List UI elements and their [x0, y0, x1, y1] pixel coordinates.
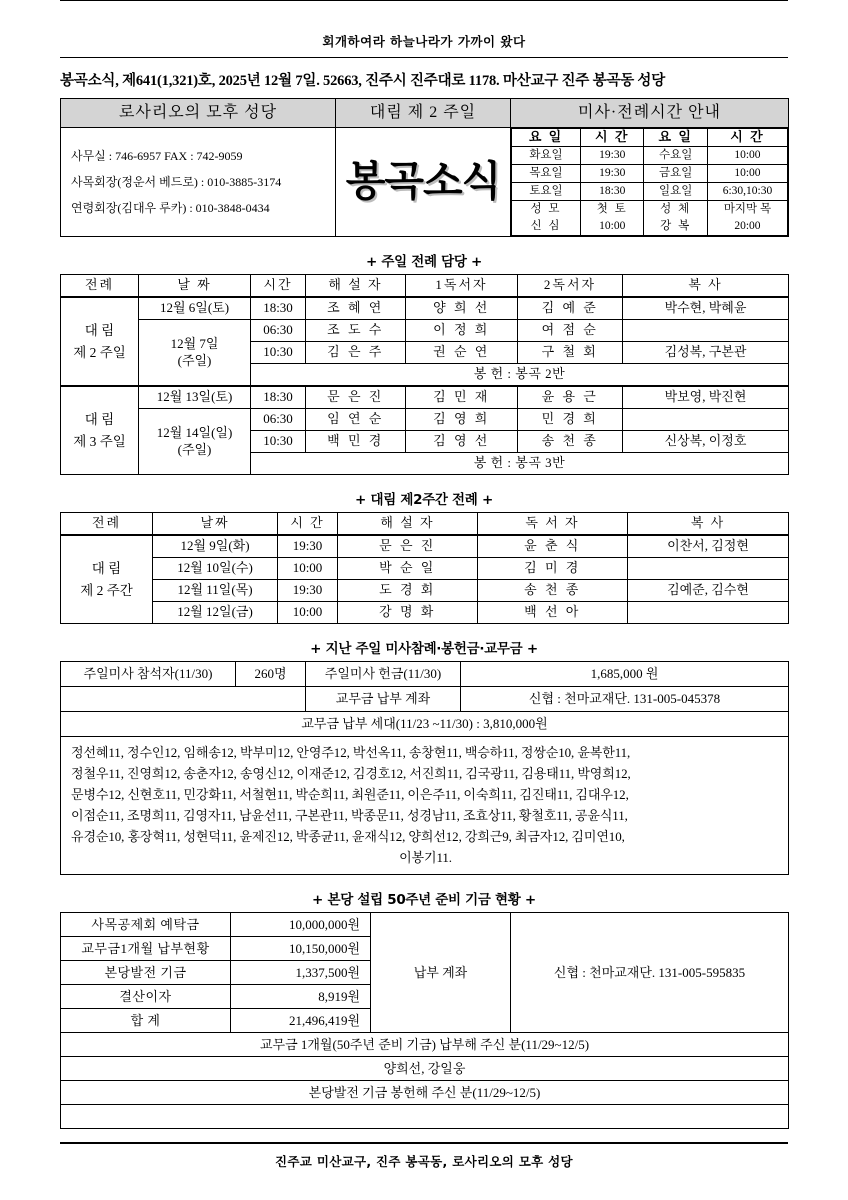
mass-row	[512, 147, 788, 165]
mass-col-time1: 시 간	[581, 129, 644, 147]
date-cell: 12월 11일(목)	[153, 580, 278, 602]
reader1-cell: 김 영 희	[406, 409, 518, 431]
time-cell: 10:30	[251, 431, 306, 453]
commentator-cell: 박 순 일	[338, 558, 478, 580]
reader-cell: 송 천 종	[478, 580, 628, 602]
weekday-liturgy-caption: + 대림 제2주간 전례 +	[355, 492, 493, 508]
server-cell	[623, 409, 789, 431]
table-row	[61, 580, 789, 602]
mass-schedule-table	[511, 128, 788, 236]
donor-line-last: 이봉기11.	[399, 850, 452, 866]
fund-row-amount: 1,337,500원	[231, 961, 371, 985]
table-row	[61, 913, 789, 937]
time-cell: 06:30	[251, 409, 306, 431]
dues-summary: 교무금 납부 세대(11/23 ~11/30) : 3,810,000원	[61, 712, 789, 737]
sunday-liturgy-caption: + 주일 전례 담당 +	[365, 254, 483, 270]
header-title-row	[61, 99, 789, 128]
time-cell: 10:00	[278, 558, 338, 580]
table-row	[61, 558, 789, 580]
season-label	[61, 297, 139, 386]
donor-line: 문병수12, 신현호11, 민강화11, 서철현11, 박순희11, 최원준11, 이은주11, 이숙희11, 김진태11, 김대우12,	[71, 787, 629, 803]
server-cell: 박수현, 박혜윤	[623, 297, 789, 320]
donor-line: 정철우11, 진영희12, 송춘자12, 송영신12, 이재준12, 김경호12, 서진희11, 김국광11, 김용태11, 박영희12,	[71, 766, 631, 782]
season-line1: 대 림	[91, 560, 122, 576]
commentator-cell: 도 경 회	[338, 580, 478, 602]
reader2-cell: 민 경 희	[518, 409, 623, 431]
reader2-cell: 여 점 순	[518, 320, 623, 342]
reader1-cell: 이 정 희	[406, 320, 518, 342]
server-cell: 김성복, 구본관	[623, 342, 789, 364]
commentator-cell: 김 은 주	[306, 342, 406, 364]
commentator-cell: 조 도 수	[306, 320, 406, 342]
season-header: 대림 제 2 주일	[336, 99, 511, 128]
reader2-cell: 송 천 종	[518, 431, 623, 453]
dues-summary-row	[61, 712, 789, 737]
server-cell	[623, 320, 789, 342]
server-cell: 이찬서, 김정현	[628, 535, 789, 558]
account-value: 신협 : 천마교재단. 131-005-045378	[461, 687, 789, 712]
office-phone-line	[71, 143, 327, 169]
table-row	[61, 602, 789, 624]
mass-cell: 토요일	[512, 183, 581, 201]
account-row	[61, 687, 789, 712]
col-commentator: 해 설 자	[338, 513, 478, 536]
col-time: 시간	[251, 275, 306, 298]
weekday-liturgy-header-row	[61, 513, 789, 536]
date-main: 12월 14일(일)	[156, 425, 233, 441]
season-label	[61, 535, 153, 624]
attendance-value: 260명	[236, 662, 306, 687]
commentator-cell: 조 혜 연	[306, 297, 406, 320]
fund-table	[60, 912, 789, 1129]
server-cell: 신상복, 이정호	[623, 431, 789, 453]
mass-cell: 19:30	[581, 165, 644, 183]
mass-cell: 금요일	[644, 165, 707, 183]
mass-schedule-header: 미사·전례시간 안내	[511, 99, 789, 128]
mass-cell: 19:30	[581, 147, 644, 165]
mass-cell: 성 체	[644, 201, 707, 219]
col-date: 날 짜	[139, 275, 251, 298]
col-liturgy: 전례	[61, 513, 153, 536]
development-header: 본당발전 기금 봉헌해 주신 분(11/29~12/5)	[61, 1081, 789, 1105]
reader2-cell: 윤 용 근	[518, 386, 623, 409]
time-cell: 10:00	[278, 602, 338, 624]
col-reader: 독 서 자	[478, 513, 628, 536]
dues-donors-header: 교무금 1개월(50주년 준비 기금) 납부해 주신 분(11/29~12/5)	[61, 1033, 789, 1057]
header-body-row	[61, 128, 789, 237]
col-date: 날짜	[153, 513, 278, 536]
development-header-row	[61, 1081, 789, 1105]
commentator-cell: 문 은 진	[338, 535, 478, 558]
commentator-cell: 문 은 진	[306, 386, 406, 409]
mass-cell: 20:00	[707, 218, 787, 236]
office-phone-text: 사무실 : 746-6957 FAX : 742-9059	[71, 149, 243, 163]
date-cell: 12월 13일(토)	[139, 386, 251, 409]
season-line2: 제 2 주일	[73, 344, 126, 360]
sunday-liturgy-header-row	[61, 275, 789, 298]
mass-cell: 화요일	[512, 147, 581, 165]
finance-caption: + 지난 주일 미사참례·봉헌금·교무금 +	[310, 641, 538, 657]
mass-col-day1: 요 일	[512, 129, 581, 147]
fund-row-label: 교무금1개월 납부현황	[61, 937, 231, 961]
dues-donors: 양희선, 강일웅	[61, 1057, 789, 1081]
season-line1: 대 림	[84, 411, 115, 427]
mass-cell: 목요일	[512, 165, 581, 183]
bulletin-title-cell	[336, 128, 511, 237]
mass-cell: 강 복	[644, 218, 707, 236]
fund-row-label: 결산이자	[61, 985, 231, 1009]
reader2-cell: 구 철 회	[518, 342, 623, 364]
pastoral-chair-text: 사목회장(정운서 베드로) : 010-3885-3174	[71, 175, 282, 189]
reader1-cell: 양 희 선	[406, 297, 518, 320]
time-cell: 10:30	[251, 342, 306, 364]
empty-cell	[61, 687, 306, 712]
mass-cell: 6:30,10:30	[707, 183, 787, 201]
mass-row	[512, 165, 788, 183]
attendance-label: 주일미사 참석자(11/30)	[61, 662, 236, 687]
mass-header-row	[512, 129, 788, 147]
reader1-cell: 권 순 연	[406, 342, 518, 364]
time-cell: 18:30	[251, 297, 306, 320]
server-cell: 김예준, 김수현	[628, 580, 789, 602]
banner-verse: 회개하여라 하늘나라가 가까이 왔다	[322, 34, 526, 49]
table-row	[61, 535, 789, 558]
finance-table	[60, 661, 789, 875]
mass-row	[512, 201, 788, 219]
mass-cell: 일요일	[644, 183, 707, 201]
development-donors-row	[61, 1105, 789, 1129]
donor-line: 정선혜11, 정수인12, 임해송12, 박부미12, 안영주12, 박선옥11, 송창현11, 백승하11, 정쌍순10, 윤복한11,	[71, 745, 631, 760]
table-row	[61, 409, 789, 431]
server-cell: 박보영, 박진현	[623, 386, 789, 409]
table-row	[61, 386, 789, 409]
season-line2: 제 2 주간	[80, 582, 133, 598]
mass-cell: 마지막 목	[707, 201, 787, 219]
header-table	[60, 98, 789, 237]
time-cell: 18:30	[251, 386, 306, 409]
reader1-cell: 김 민 재	[406, 386, 518, 409]
reader2-cell: 김 예 준	[518, 297, 623, 320]
fund-caption: + 본당 설립 50주년 준비 기금 현황 +	[312, 892, 536, 909]
fund-account-value: 신협 : 천마교재단. 131-005-595835	[511, 913, 789, 1033]
mass-row	[512, 218, 788, 236]
donor-list	[61, 737, 789, 875]
time-cell: 19:30	[278, 535, 338, 558]
mass-cell: 신 심	[512, 218, 581, 236]
date-cell: 12월 12일(금)	[153, 602, 278, 624]
offering-label: 주일미사 헌금(11/30)	[306, 662, 461, 687]
footer	[60, 1142, 788, 1170]
date-main: 12월 7일	[170, 336, 219, 352]
fund-row-amount: 21,496,419원	[231, 1009, 371, 1033]
date-cell: 12월 10일(수)	[153, 558, 278, 580]
weekday-liturgy-table	[60, 512, 789, 624]
col-commentator: 해 설 자	[306, 275, 406, 298]
development-donors	[61, 1105, 789, 1129]
mass-col-time2: 시 간	[707, 129, 787, 147]
date-cell: 12월 9일(화)	[153, 535, 278, 558]
funeral-chair-line	[71, 195, 327, 221]
reader-cell: 백 선 아	[478, 602, 628, 624]
mass-col-day2: 요 일	[644, 129, 707, 147]
dues-donors-row	[61, 1057, 789, 1081]
season-line2: 제 3 주일	[73, 433, 126, 449]
col-server: 복 사	[628, 513, 789, 536]
col-liturgy: 전례	[61, 275, 139, 298]
time-cell: 06:30	[251, 320, 306, 342]
commentator-cell: 임 연 순	[306, 409, 406, 431]
offering-value: 1,685,000 원	[461, 662, 789, 687]
issue-line: 봉곡소식, 제641(1,321)호, 2025년 12월 7일. 52663, 진주시 진주대로 1178. 마산교구 진주 봉곡동 성당	[60, 73, 666, 89]
date-cell: 12월 6일(토)	[139, 297, 251, 320]
sunday-liturgy-table	[60, 274, 789, 475]
reader-cell: 윤 춘 식	[478, 535, 628, 558]
account-label: 교무금 납부 계좌	[306, 687, 461, 712]
pastoral-chair-line	[71, 169, 327, 195]
offering-cell: 봉 헌 : 봉곡 2반	[251, 364, 789, 387]
mass-schedule-cell	[511, 128, 789, 237]
fund-row-amount: 10,000,000원	[231, 913, 371, 937]
fund-account-label: 납부 계좌	[371, 913, 511, 1033]
bulletin-title: 봉곡소식	[345, 158, 501, 205]
season-label	[61, 386, 139, 475]
table-row	[61, 297, 789, 320]
reader-cell: 김 미 경	[478, 558, 628, 580]
fund-row-label: 합 계	[61, 1009, 231, 1033]
mass-cell: 수요일	[644, 147, 707, 165]
time-cell: 19:30	[278, 580, 338, 602]
col-server: 복 사	[623, 275, 789, 298]
table-row	[61, 320, 789, 342]
server-cell	[628, 558, 789, 580]
col-reader2: 2독서자	[518, 275, 623, 298]
mass-row	[512, 183, 788, 201]
attendance-row	[61, 662, 789, 687]
season-line1: 대 림	[84, 322, 115, 338]
mass-cell: 10:00	[707, 147, 787, 165]
mass-cell: 첫 토	[581, 201, 644, 219]
date-cell	[139, 409, 251, 475]
mass-cell: 성 모	[512, 201, 581, 219]
date-sub: (주일)	[177, 352, 212, 368]
date-cell	[139, 320, 251, 387]
commentator-cell: 강 명 화	[338, 602, 478, 624]
contact-block	[61, 128, 336, 237]
fund-row-amount: 8,919원	[231, 985, 371, 1009]
funeral-chair-text: 연령회장(김대우 루카) : 010-3848-0434	[71, 201, 270, 215]
donor-line: 유경순10, 홍장혁11, 성현덕11, 윤제진12, 박종균11, 윤재식12, 양희선12, 강희근9, 최금자12, 김미연10,	[71, 829, 625, 845]
server-cell	[628, 602, 789, 624]
fund-row-amount: 10,150,000원	[231, 937, 371, 961]
commentator-cell: 백 민 경	[306, 431, 406, 453]
mass-cell: 10:00	[707, 165, 787, 183]
col-reader1: 1독서자	[406, 275, 518, 298]
footer-text: 진주교 미산교구, 진주 봉곡동, 로사리오의 모후 성당	[275, 1154, 573, 1169]
offering-cell: 봉 헌 : 봉곡 3반	[251, 453, 789, 475]
date-sub: (주일)	[177, 441, 212, 457]
mass-cell: 10:00	[581, 218, 644, 236]
col-time: 시 간	[278, 513, 338, 536]
fund-row-label: 사목공제회 예탁금	[61, 913, 231, 937]
dues-donors-header-row	[61, 1033, 789, 1057]
parish-name-header: 로사리오의 모후 성당	[61, 99, 336, 128]
donor-list-row	[61, 737, 789, 875]
fund-row-label: 본당발전 기금	[61, 961, 231, 985]
donor-line: 이점순11, 조명희11, 김영자11, 남윤선11, 구본관11, 박종문11, 성경남11, 조효상11, 황철호11, 공윤식11,	[71, 808, 628, 824]
reader1-cell: 김 영 선	[406, 431, 518, 453]
mass-cell: 18:30	[581, 183, 644, 201]
